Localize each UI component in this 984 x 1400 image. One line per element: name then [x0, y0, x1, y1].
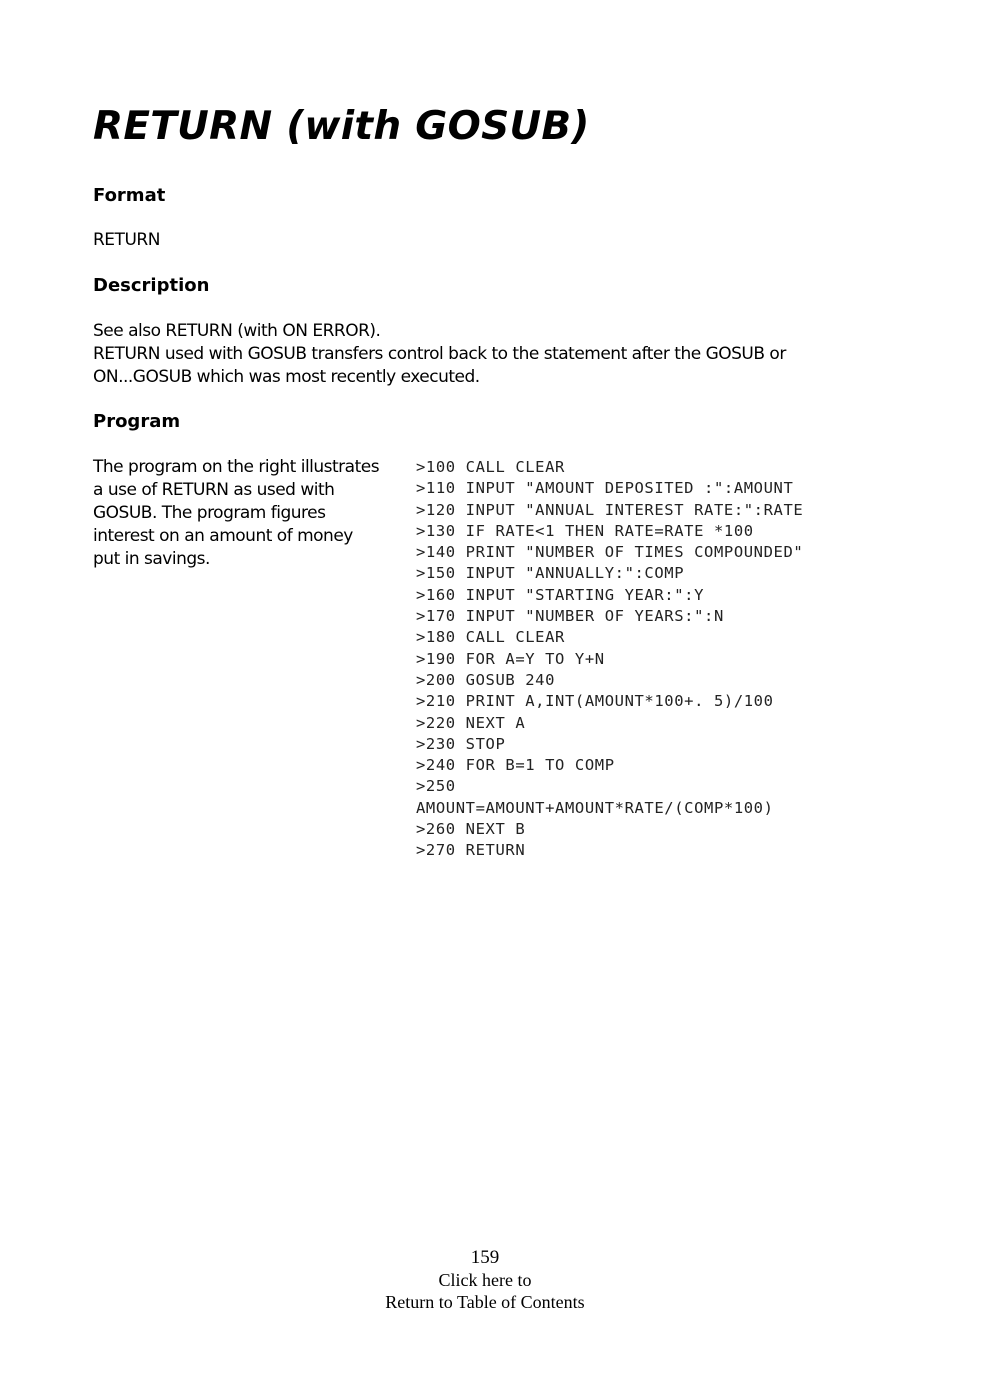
code-line: >110 INPUT "AMOUNT DEPOSITED :":AMOUNT: [416, 479, 794, 498]
code-line: >130 IF RATE<1 THEN RATE=RATE *100: [416, 521, 754, 540]
code-line: >100 CALL CLEAR: [416, 458, 565, 476]
explanation-line: GOSUB. The program figures: [93, 503, 326, 523]
code-line: >200 GOSUB 240: [416, 670, 556, 689]
toc-link-line-2[interactable]: Return to Table of Contents: [385, 1292, 585, 1312]
code-line: >150 INPUT "ANNUALLY:":COMP: [416, 564, 685, 583]
code-line: AMOUNT=AMOUNT+AMOUNT*RATE/(COMP*100): [416, 798, 774, 817]
code-line: >120 INPUT "ANNUAL INTEREST RATE:":RATE: [416, 500, 804, 519]
code-line: >170 INPUT "NUMBER OF YEARS:":N: [416, 607, 724, 626]
code-line: >230 STOP: [416, 734, 506, 753]
code-line: >250: [416, 777, 456, 796]
format-text: RETURN: [93, 230, 160, 250]
page-number: 159: [470, 1247, 500, 1268]
format-heading: Format: [93, 185, 166, 206]
explanation-line: interest on an amount of money: [93, 526, 353, 546]
page-title: RETURN (with GOSUB): [93, 104, 590, 149]
description-heading: Description: [93, 275, 210, 296]
code-line: >180 CALL CLEAR: [416, 628, 565, 647]
code-line: >260 NEXT B: [416, 820, 526, 839]
explanation-line: a use of RETURN as used with: [93, 480, 335, 500]
code-line: >240 FOR B=1 TO COMP: [416, 756, 615, 775]
program-code-listing: [416, 457, 803, 862]
program-explanation: [93, 456, 398, 571]
program-heading: Program: [93, 411, 181, 432]
description-line: RETURN used with GOSUB transfers control back to the statement after the GOSUB or: [93, 344, 786, 364]
description-line: ON...GOSUB which was most recently executed.: [93, 367, 480, 387]
code-line: >270 RETURN: [416, 841, 526, 860]
page-footer: [0, 1247, 970, 1313]
description-text: [93, 320, 786, 389]
explanation-line: put in savings.: [93, 549, 210, 569]
toc-link-line-1[interactable]: Click here to: [438, 1270, 532, 1290]
explanation-line: The program on the right illustrates: [93, 457, 380, 477]
code-line: >220 NEXT A: [416, 713, 526, 732]
code-line: >160 INPUT "STARTING YEAR:":Y: [416, 585, 705, 604]
code-line: >140 PRINT "NUMBER OF TIMES COMPOUNDED": [416, 543, 804, 562]
code-line: >210 PRINT A,INT(AMOUNT*100+. 5)/100: [416, 692, 774, 711]
code-line: >190 FOR A=Y TO Y+N: [416, 649, 605, 668]
description-line: See also RETURN (with ON ERROR).: [93, 321, 381, 341]
